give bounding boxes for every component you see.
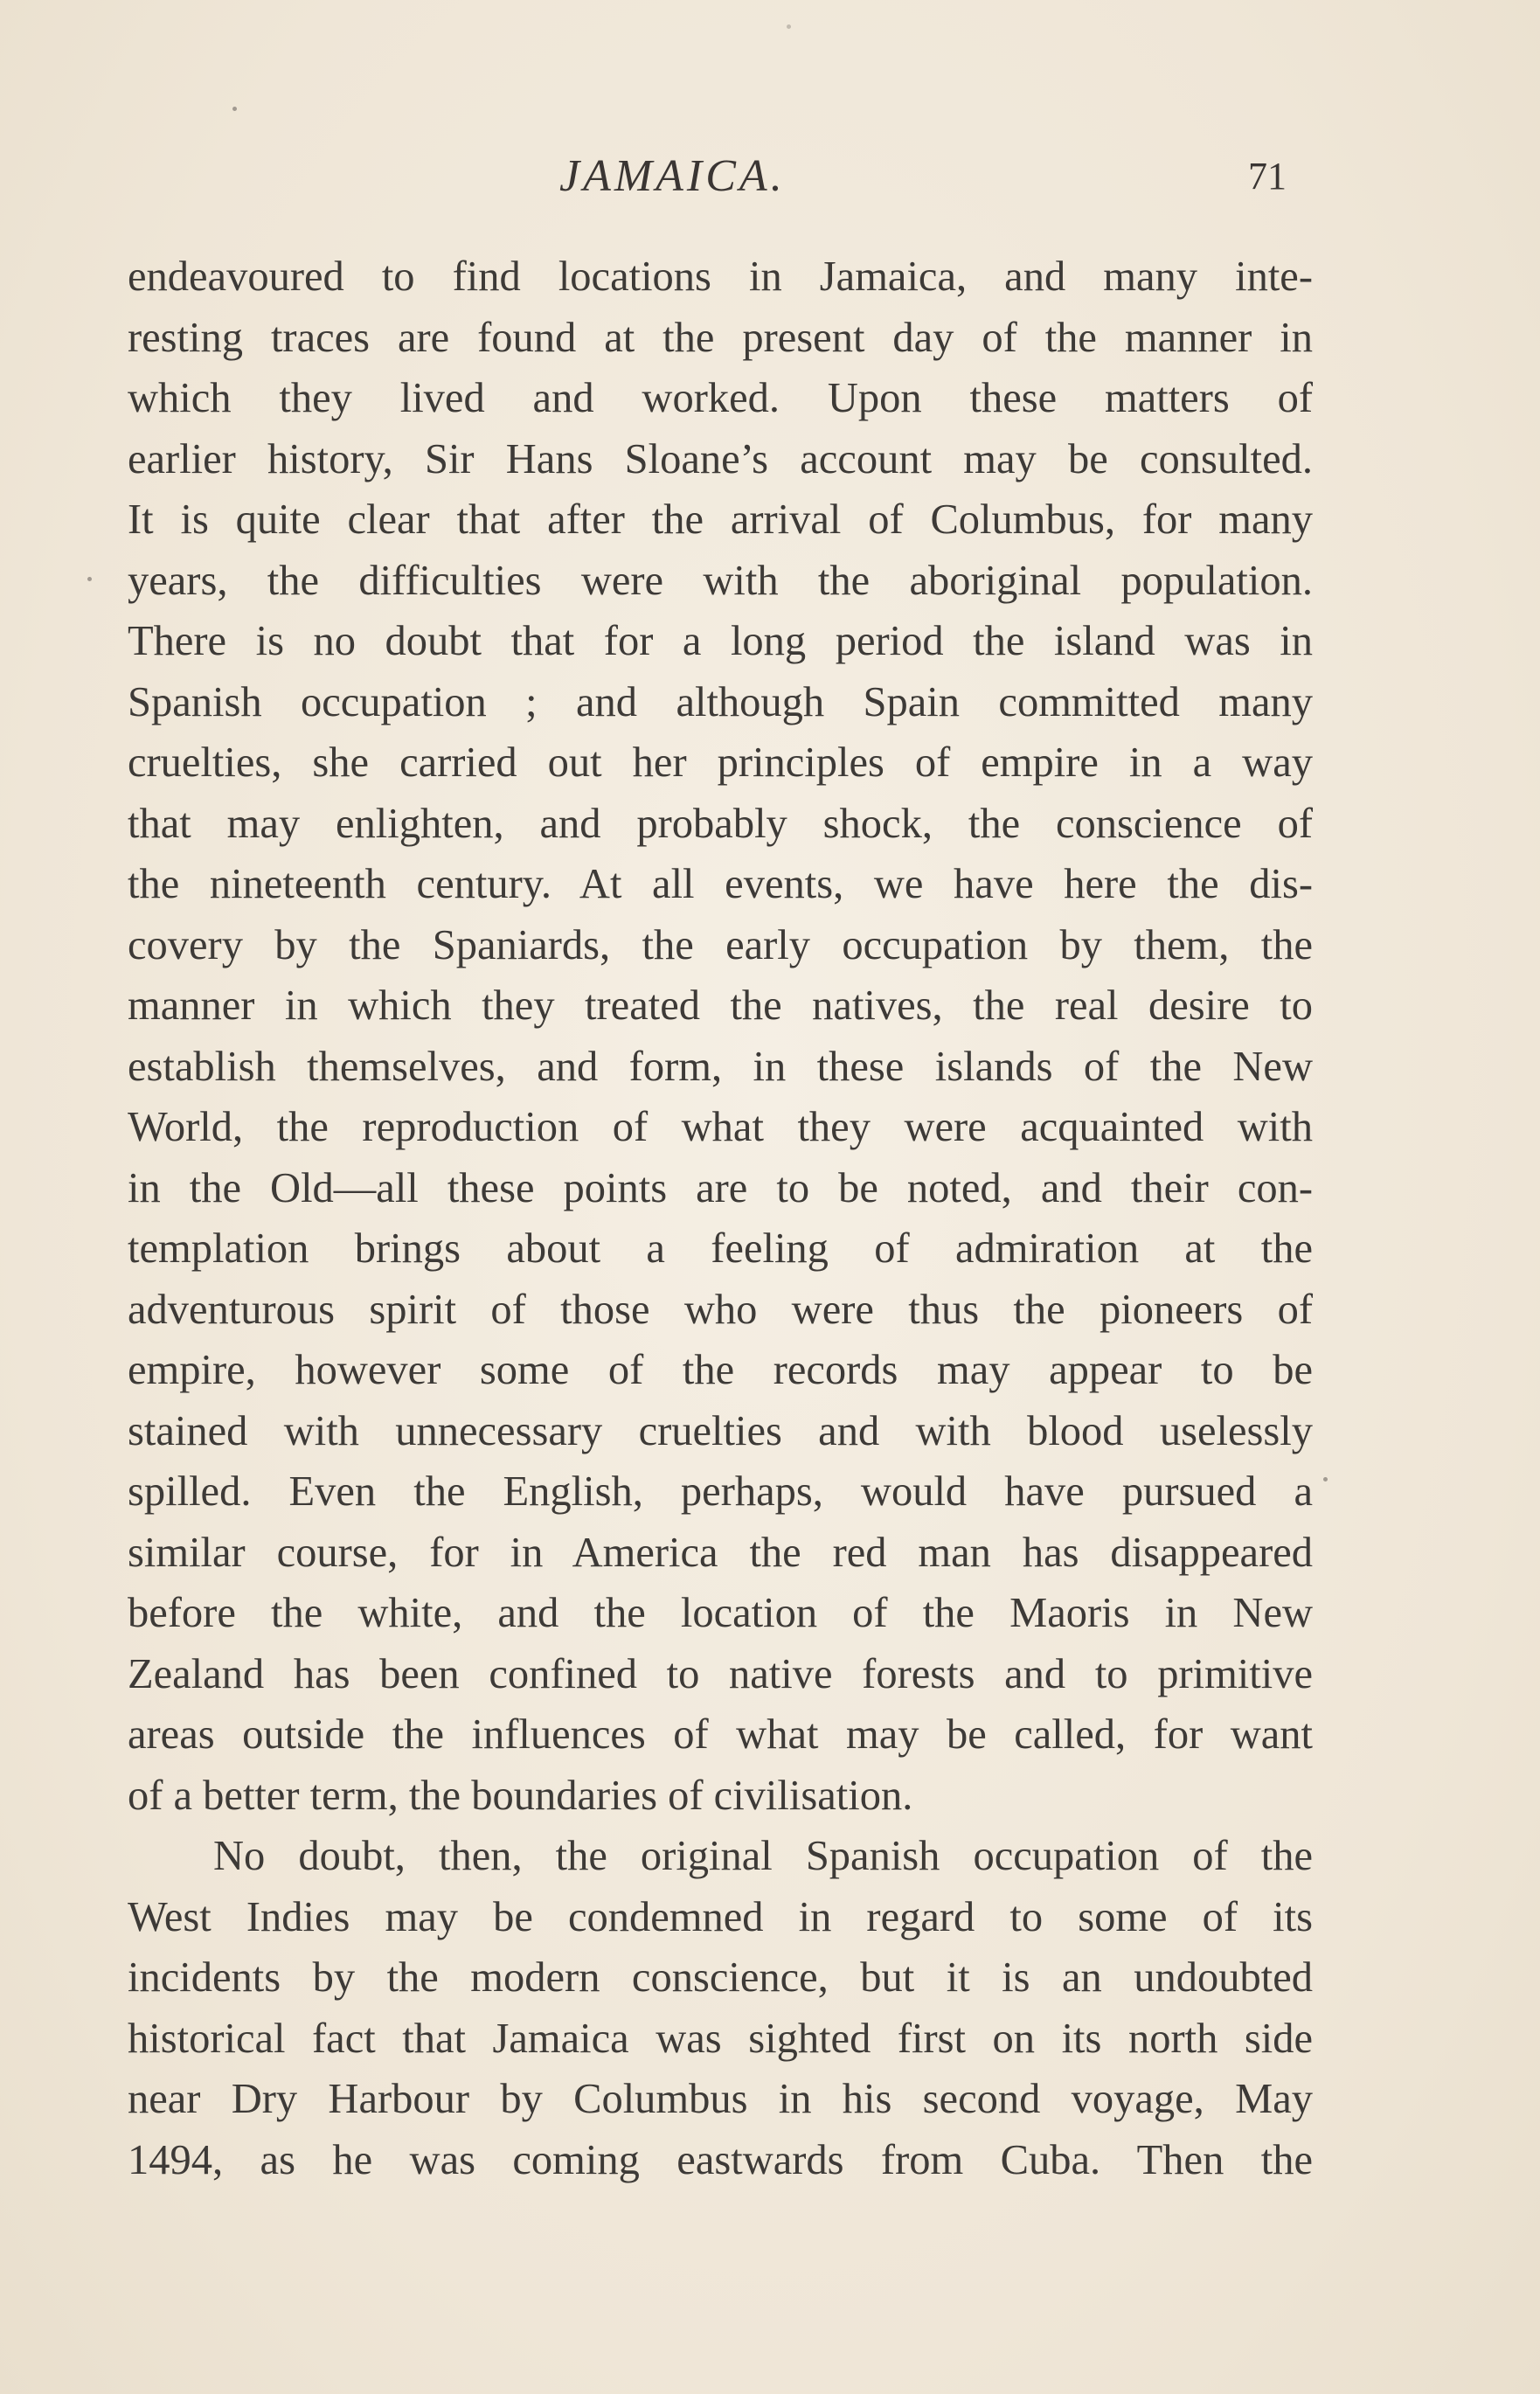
paper-speck (232, 107, 237, 111)
text-line: cruelties, she carried out her principles of empire in a way (128, 739, 1313, 786)
text-line: which they lived and worked. Upon these matters of (128, 375, 1313, 421)
text-line: areas outside the influences of what may be called, for want (128, 1711, 1313, 1758)
running-title: JAMAICA. (559, 151, 786, 201)
text-line: similar course, for in America the red man has disappeared (128, 1529, 1313, 1576)
text-line: Spanish occupation ; and although Spain committed many (128, 678, 1313, 725)
body-text (128, 246, 1313, 2190)
text-line: of a better term, the boundaries of civilisation. (128, 1772, 913, 1819)
text-line: endeavoured to find locations in Jamaica, and many inte- (128, 253, 1313, 300)
text-line: earlier history, Sir Hans Sloane’s account may be consulted. (128, 435, 1313, 482)
text-line: resting traces are found at the present day of the manner in (128, 314, 1313, 361)
text-line: historical fact that Jamaica was sighted first on its north side (128, 2015, 1313, 2062)
paper-speck (87, 577, 92, 581)
paragraph-2 (128, 1826, 1313, 2190)
text-line: covery by the Spaniards, the early occupation by them, the (128, 921, 1313, 968)
page-number: 71 (1248, 155, 1287, 198)
text-line: near Dry Harbour by Columbus in his second voyage, May (128, 2076, 1313, 2122)
running-head (0, 140, 1540, 210)
text-line: There is no doubt that for a long period the island was in (128, 618, 1313, 664)
text-line: empire, however some of the records may appear to be (128, 1347, 1313, 1393)
text-line: West Indies may be condemned in regard to some of its (128, 1893, 1313, 1940)
text-line: that may enlighten, and probably shock, the conscience of (128, 800, 1313, 847)
text-line: spilled. Even the English, perhaps, would have pursued a (128, 1468, 1313, 1515)
text-line: incidents by the modern conscience, but it is an undoubted (128, 1954, 1313, 2001)
text-line: templation brings about a feeling of admiration at the (128, 1225, 1313, 1272)
text-line: World, the reproduction of what they were acquainted with (128, 1104, 1313, 1150)
text-line: It is quite clear that after the arrival of Columbus, for many (128, 496, 1313, 543)
paper-speck (1323, 1477, 1328, 1482)
text-line: in the Old—all these points are to be noted, and their con- (128, 1164, 1313, 1211)
text-line: Zealand has been confined to native forests and to primitive (128, 1650, 1313, 1697)
text-line: the nineteenth century. At all events, we have here the dis- (128, 861, 1313, 907)
paper-speck (787, 24, 791, 29)
text-line: No doubt, then, the original Spanish occupation of the (213, 1833, 1313, 1879)
paragraph-1 (128, 246, 1313, 1826)
text-line: establish themselves, and form, in these islands of the New (128, 1043, 1313, 1090)
text-line: before the white, and the location of the Maoris in New (128, 1590, 1313, 1636)
text-line: adventurous spirit of those who were thus the pioneers of (128, 1286, 1313, 1333)
text-line: years, the difficulties were with the aboriginal population. (128, 557, 1313, 604)
text-line: stained with unnecessary cruelties and with blood uselessly (128, 1407, 1313, 1454)
text-line: 1494, as he was coming eastwards from Cuba. Then the (128, 2136, 1313, 2183)
text-line: manner in which they treated the natives, the real desire to (128, 982, 1313, 1029)
